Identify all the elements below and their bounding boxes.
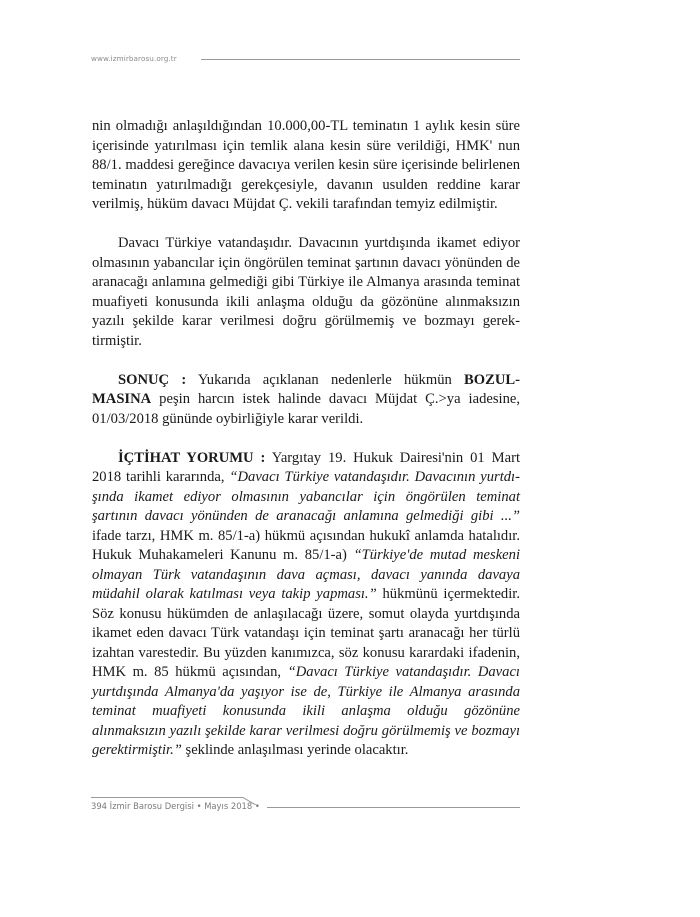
commentary-label: İÇTİHAT YORUMU :: [118, 449, 266, 466]
paragraph-commentary: [92, 449, 520, 761]
commentary-text-2: ifade tarzı, HMK m. 85/1-a) hükmü açısından hukukî anlamda hatalıdır. Hukuk Muhakameleri Kanunu m. 85/1-a): [92, 527, 520, 563]
footer-rule: [267, 807, 520, 808]
result-text-b: peşin harcın istek halinde davacı Müjdat Ç.>ya iadesine, 01/03/2018 gününde oybirliğiyle karar verildi.: [92, 391, 520, 427]
commentary-text-4: şeklinde anlaşılması yerinde olacaktır.: [181, 742, 409, 758]
commentary-quote-2: “Türkiye'de mutad meskeni olmayan Türk vatandaşının dava açması, davacı yanında davaya müdahil olarak katılması veya takip yapması.”: [92, 547, 520, 602]
paragraph-1: nin olmadığı anlaşıldığından 10.000,00-TL teminatın 1 aylık kesin süre içerisinde yatırılması için temlik alana kesin süre verildiği, HMK' nun 88/1. maddesi gereğince davacıya verilen kesin süre içerisinde belirlenen teminatın yatırılmadığı gerekçesiyle, davanın usulden reddine karar verilmiş, hüküm davacı Müjdat Ç. vekili tarafından temyiz edilmiştir.: [92, 118, 520, 212]
page-footer: [91, 797, 520, 817]
header-rule: [201, 59, 520, 60]
page-header: [91, 54, 520, 66]
footer-top-rule: [91, 797, 243, 798]
body-text: [92, 117, 520, 780]
result-bold-word: BOZULMASINA: [92, 371, 520, 407]
header-url: www.izmirbarosu.org.tr: [91, 54, 177, 63]
commentary-text-3: hükmünü içermektedir. Söz konusu hükümden de anlaşılacağı üzere, somut olayda yurtdışında ikamet eden davacı Türk vatandaşı için teminat şartı aranacağı her türlü izahtan varestedir. Bu yüzden kanımızca, söz konusu karardaki ifadenin, HMK m. 85 hükmü açısından,: [92, 586, 520, 680]
result-text-a: Yukarıda açıklanan nedenlerle hükmün: [186, 371, 465, 388]
paragraph-result: [92, 371, 520, 430]
paragraph-2: Davacı Türkiye vatandaşıdır. Davacının yurtdışında ikamet ediyor olmasının yabancılar için öngörülen teminat şartının davacı yönünden de aranacağı anlamına gelmediği gibi Türkiye ile Almanya arasında teminat muafiyeti konusunda ikili anlaşma olduğu da gözönüne alınmaksızın yazılı şekilde karar verilmesi doğru görülmemiş ve bozmayı gerektirmiştir.: [92, 235, 520, 349]
footer-text: 394 İzmir Barosu Dergisi • Mayıs 2018 •: [91, 801, 260, 811]
commentary-quote-3: “Davacı Türkiye vatandaşıdır. Davacı yurtdışında Almanya'da yaşıyor ise de, Türkiye ile Almanya arasında teminat muafiyeti konusunda ikili anlaşma olduğu gözönüne alınmaksızın yazılı şekilde karar verilmesi doğru görülmemiş ve bozmayı gerektirmiştir.”: [92, 664, 520, 758]
result-label: SONUÇ :: [118, 371, 187, 388]
commentary-text-1: Yargıtay 19. Hukuk Dairesi'nin 01 Mart 2018 tarihli kararında,: [92, 449, 521, 485]
commentary-quote-1: “Davacı Türkiye vatandaşıdır. Davacının yurtdışında ikamet ediyor olmasının yabancılar için öngörülen teminat şartının davacı yönünden de aranacağı anlamına gelmediği gibi ...”: [92, 469, 520, 524]
